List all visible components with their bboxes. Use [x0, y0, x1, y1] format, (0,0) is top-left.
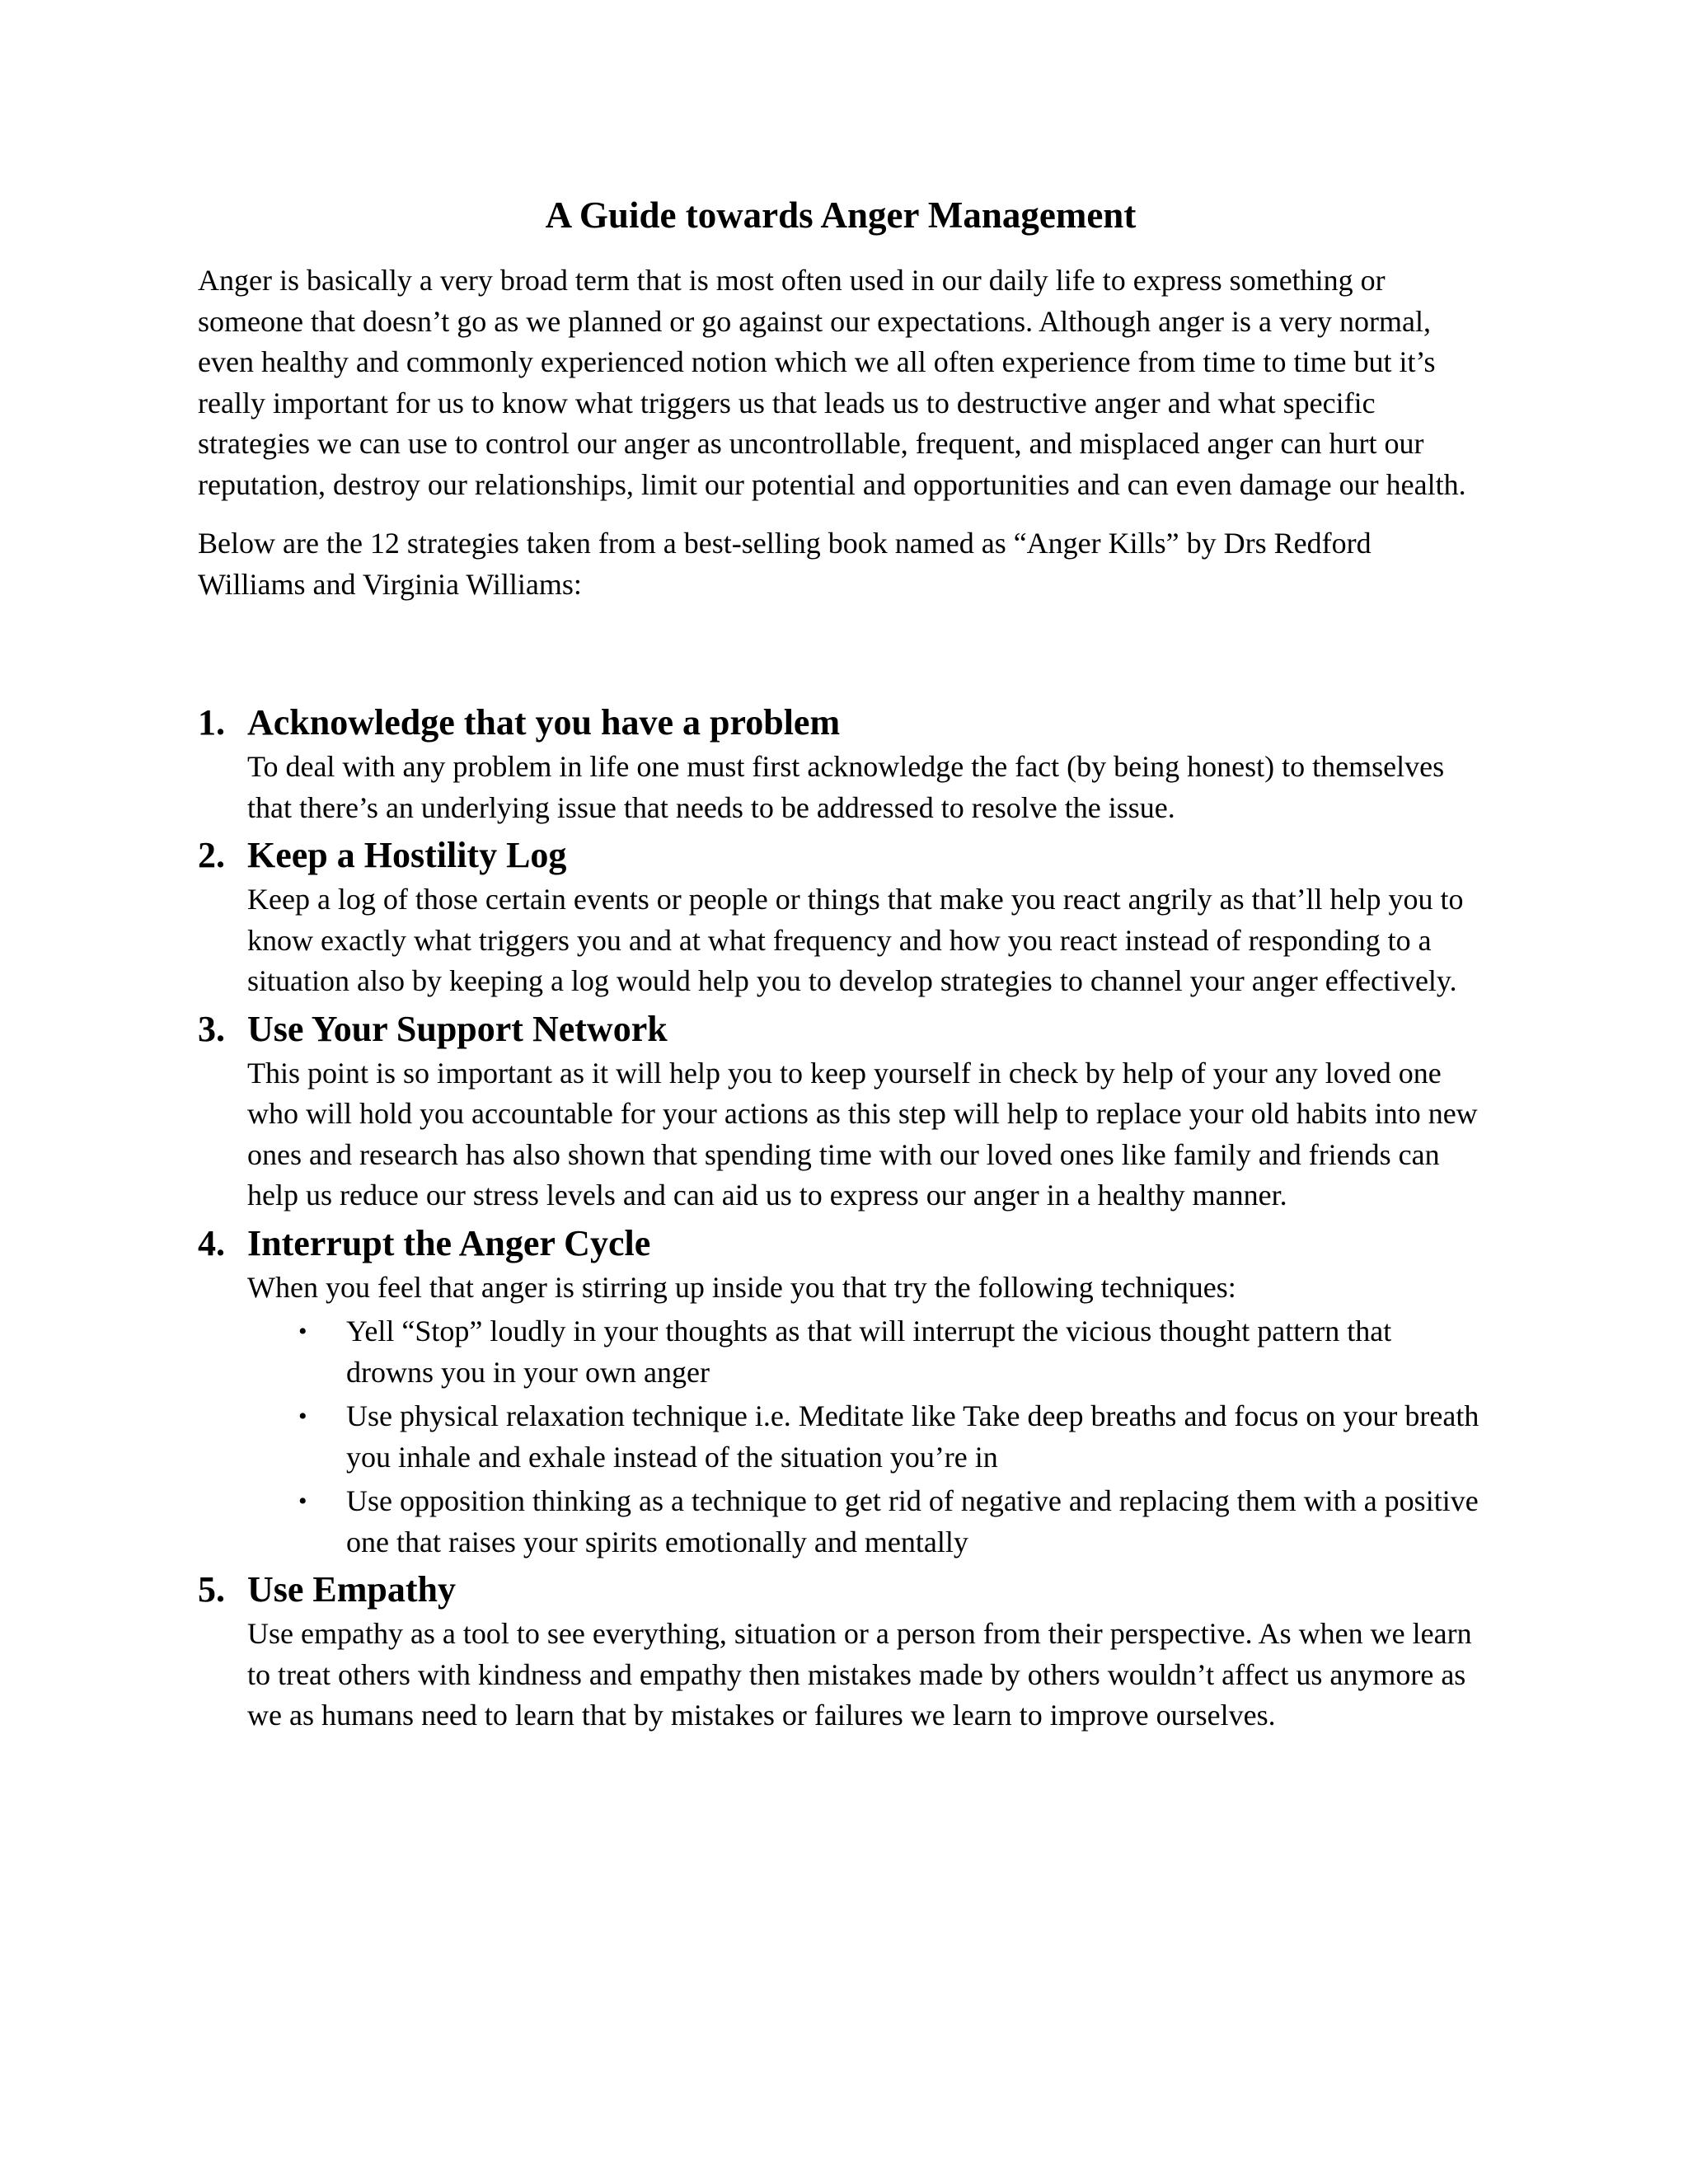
bullet-icon: • — [298, 1488, 307, 1515]
bullet-text: Use physical relaxation technique i.e. Meditate like Take deep breaths and focus on your breath you inhale and exhale instead of the situation you’re in — [346, 1399, 1479, 1474]
strategy-item-5 — [198, 1566, 1484, 1736]
bullet-icon: • — [298, 1318, 307, 1345]
strategy-body: When you feel that anger is stirring up inside you that try the following techniques: — [247, 1270, 1236, 1304]
strategy-number: 3. — [198, 1008, 225, 1049]
strategy-body: Keep a log of those certain events or people or things that make you react angrily as that’ll help you to know exactly what triggers you and at what frequency and how you react instead of responding to a situation also by keeping a log would help you to develop strategies to channel your anger effectively. — [247, 883, 1464, 997]
bullet-item — [247, 1481, 1484, 1563]
technique-bullet-list — [247, 1311, 1484, 1563]
intro-paragraph: Anger is basically a very broad term that is most often used in our daily life to express something or someone that doesn’t go as we planned or go against our expectations. Although anger is a very normal, even healthy and commonly experienced notion which we all often experience from time to time but it’s really important for us to know what triggers us that leads us to destructive anger and what specific strategies we can use to control our anger as uncontrollable, frequent, and misplaced anger can hurt our reputation, destroy our relationships, limit our potential and opportunities and can even damage our health. — [198, 264, 1466, 501]
strategy-heading: Use Empathy — [247, 1569, 457, 1610]
document-title: A Guide towards Anger Management — [545, 194, 1137, 236]
strategy-number: 2. — [198, 835, 225, 875]
strategy-number: 5. — [198, 1569, 225, 1610]
bullet-text: Use opposition thinking as a technique to get rid of negative and replacing them with a positive one that raises your spirits emotionally and mentally — [346, 1484, 1479, 1558]
bullet-item — [247, 1311, 1484, 1393]
bullet-icon: • — [298, 1403, 307, 1430]
strategy-item-2 — [198, 832, 1484, 1002]
bullet-item — [247, 1396, 1484, 1478]
strategy-body: Use empathy as a tool to see everything, situation or a person from their perspective. As when we learn to treat others with kindness and empathy then mistakes made by others wouldn’t affect us anymore as we as humans need to learn that by mistakes or failures we learn to improve ourselves. — [247, 1617, 1472, 1732]
strategy-number: 1. — [198, 702, 225, 743]
strategy-list — [198, 699, 1484, 1736]
intro-paragraph-sources: Below are the 12 strategies taken from a best-selling book named as “Anger Kills” by Drs Redford Williams and Virginia Williams: — [198, 527, 1372, 601]
strategy-body: This point is so important as it will help you to keep yourself in check by help of your any loved one who will hold you accountable for your actions as this step will help to replace your old habits into new ones and research has also shown that spending time with our loved ones like family and friends can help us reduce our stress levels and can aid us to express our anger in a healthy manner. — [247, 1056, 1478, 1212]
strategy-heading: Acknowledge that you have a problem — [247, 702, 841, 743]
section-spacer — [198, 623, 1484, 699]
strategy-item-1 — [198, 699, 1484, 828]
document-content — [198, 191, 1484, 1740]
strategy-heading: Keep a Hostility Log — [247, 835, 567, 875]
strategy-heading: Interrupt the Anger Cycle — [247, 1222, 651, 1263]
bullet-text: Yell “Stop” loudly in your thoughts as that will interrupt the vicious thought pattern that drowns you in your own anger — [346, 1315, 1392, 1389]
strategy-heading: Use Your Support Network — [247, 1008, 668, 1049]
strategy-number: 4. — [198, 1222, 225, 1263]
strategy-item-4 — [198, 1220, 1484, 1563]
strategy-item-3 — [198, 1005, 1484, 1216]
strategy-body: To deal with any problem in life one must first acknowledge the fact (by being honest) to themselves that there’s an underlying issue that needs to be addressed to resolve the issue. — [247, 750, 1445, 824]
